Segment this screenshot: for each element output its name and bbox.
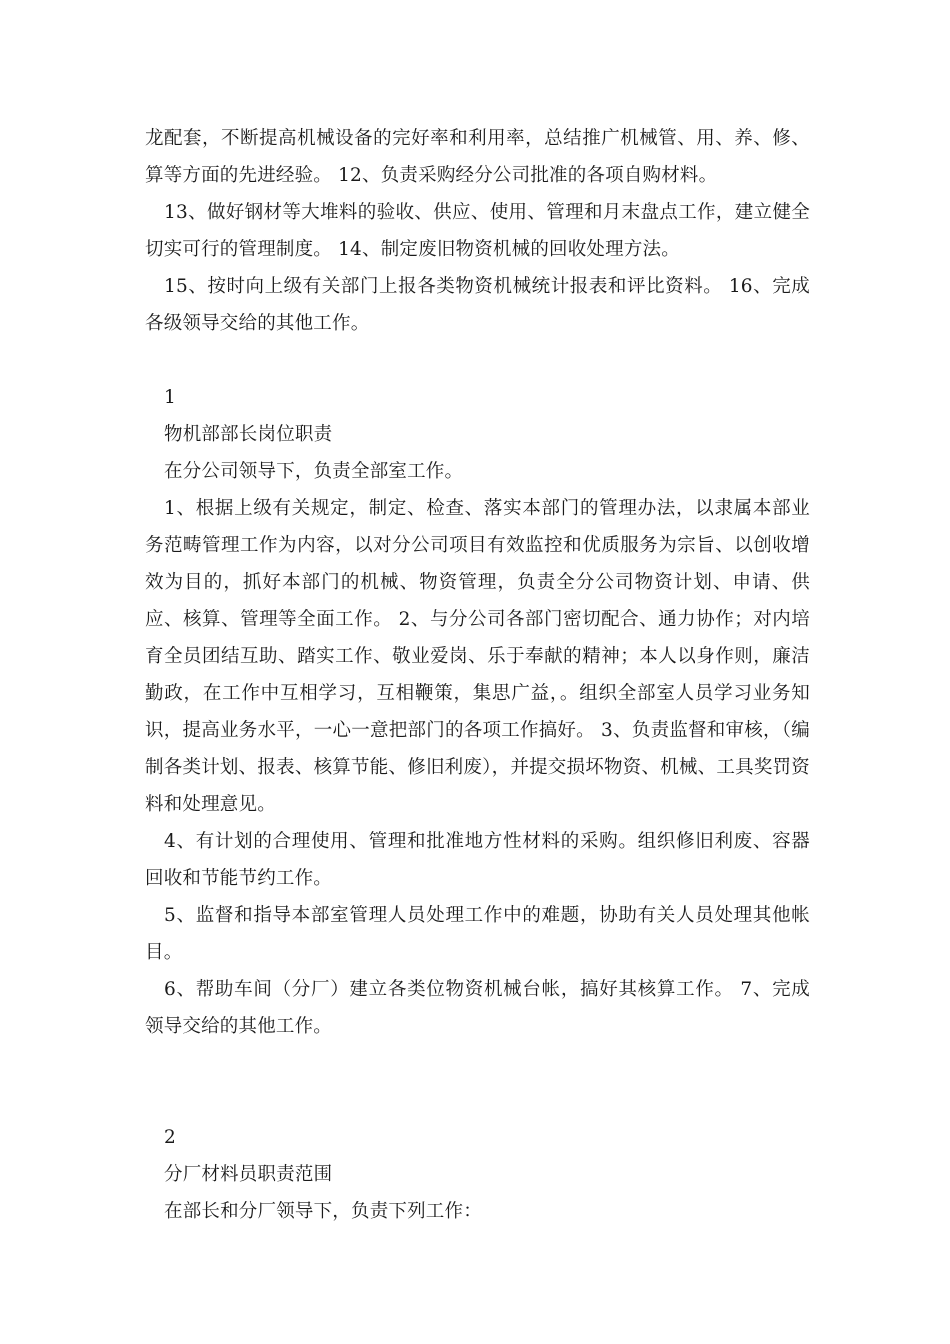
paragraph: 5、监督和指导本部室管理人员处理工作中的难题，协助有关人员处理其他帐目。: [145, 905, 810, 963]
paragraph: 4、有计划的合理使用、管理和批准地方性材料的采购。组织修旧利废、容器回收和节能节约工作。: [145, 831, 810, 889]
section-title: 物机部部长岗位职责: [164, 424, 333, 445]
section-intro: 在部长和分厂领导下，负责下列工作：: [164, 1201, 482, 1222]
paragraph: 1、根据上级有关规定，制定、检查、落实本部门的管理办法，以隶属本部业务范畴管理工作为内容，以对分公司项目有效监控和优质服务为宗旨、以创收增效为目的，抓好本部门的机械、物资管理，负责全分公司物资计划、申请、供应、核算、管理等全面工作。 2、与分公司各部门密切配合、通力协作；对内培育全员团结互助、踏实工作、敬业爱岗、乐于奉献的精神；本人以身作则，廉洁勤政，在工作中互相学习，互相鞭策，集思广益，。组织全部室人员学习业务知识，提高业务水平，一心一意把部门的各项工作搞好。 3、负责监督和审核，（编制各类计划、报表、核算节能、修旧利废），并提交损坏物资、机械、工具奖罚资料和处理意见。: [145, 498, 810, 815]
page-number: 1: [164, 387, 176, 408]
paragraph: 15、按时向上级有关部门上报各类物资机械统计报表和评比资料。 16、完成各级领导交给的其他工作。: [145, 276, 810, 334]
section-2: [145, 1119, 810, 1230]
section-intro: 在分公司领导下，负责全部室工作。: [164, 461, 464, 482]
paragraph: 6、帮助车间（分厂）建立各类位物资机械台帐，搞好其核算工作。 7、完成领导交给的其他工作。: [145, 979, 810, 1037]
paragraph: 龙配套，不断提高机械设备的完好率和利用率，总结推广机械管、用、养、修、算等方面的先进经验。 12、负责采购经分公司批准的各项自购材料。: [145, 128, 810, 186]
spacer: [145, 1045, 810, 1119]
section-title: 分厂材料员职责范围: [164, 1164, 333, 1185]
page-number: 2: [164, 1127, 176, 1148]
document-page: [145, 120, 810, 1230]
section-previous: [145, 120, 810, 342]
spacer: [145, 342, 810, 379]
section-1: [145, 379, 810, 1045]
paragraph: 13、做好钢材等大堆料的验收、供应、使用、管理和月末盘点工作，建立健全切实可行的管理制度。 14、制定废旧物资机械的回收处理方法。: [145, 202, 810, 260]
